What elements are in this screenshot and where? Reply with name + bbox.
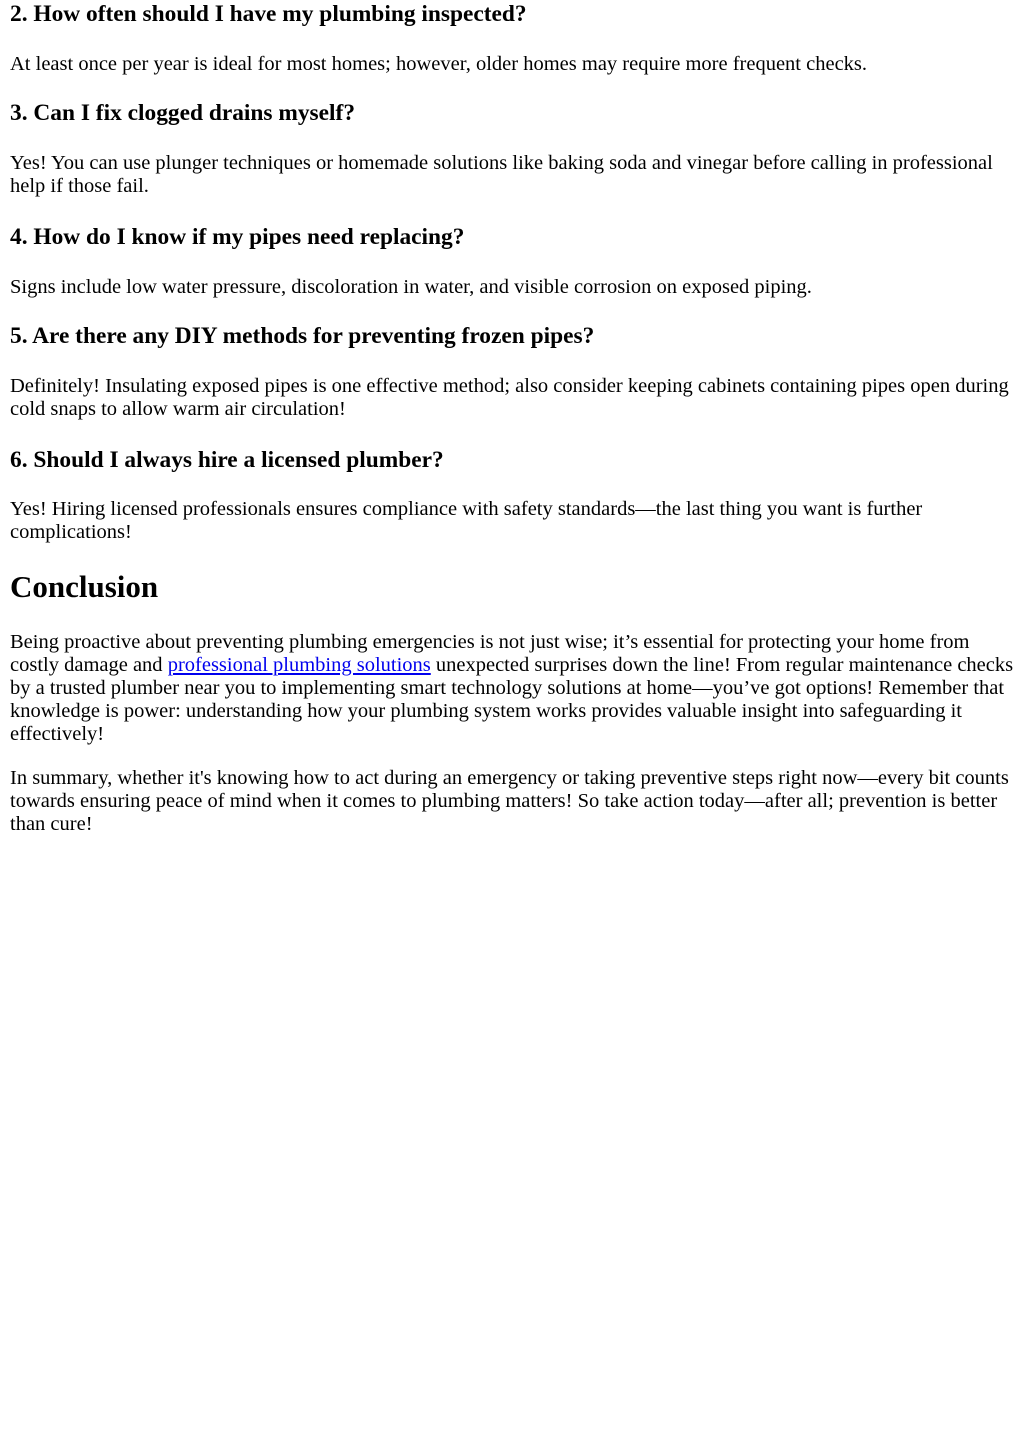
faq-question-4: 4. How do I know if my pipes need replacing? [10,224,465,250]
conclusion-heading: Conclusion [10,569,159,604]
faq-question-2: 2. How often should I have my plumbing inspected? [10,1,527,27]
faq-answer-6: Yes! Hiring licensed professionals ensures compliance with safety standards—the last thing you want is further complications! [10,498,923,543]
faq-answer-2: At least once per year is ideal for most homes; however, older homes may require more frequent checks. [10,53,868,75]
professional-plumbing-solutions-link[interactable]: professional plumbing solutions [167,654,431,676]
faq-answer-3: Yes! You can use plunger techniques or homemade solutions like baking soda and vinegar before calling in professional help if those fail. [10,152,993,197]
faq-answer-5: Definitely! Insulating exposed pipes is one effective method; also consider keeping cabinets containing pipes open during cold snaps to allow warm air circulation! [10,375,1009,420]
conclusion-p1-text-before: Being proactive about preventing plumbing emergencies is not just wise; it’s essential for protecting your home from costly damage and [10,631,970,676]
faq-answer-4: Signs include low water pressure, discoloration in water, and visible corrosion on exposed piping. [10,276,812,298]
faq-question-5: 5. Are there any DIY methods for preventing frozen pipes? [10,323,595,349]
faq-question-6: 6. Should I always hire a licensed plumber? [10,447,444,473]
conclusion-p1-text-after: unexpected surprises down the line! From regular maintenance checks by a trusted plumber near you to implementing smart technology solutions at home—you’ve got options! Remember that knowledge is power: understanding how your plumbing system works provides valuable insight into safeguarding it effectively! [10,654,1014,745]
faq-question-3: 3. Can I fix clogged drains myself? [10,100,356,126]
conclusion-paragraph-1 [10,631,1014,746]
conclusion-paragraph-2: In summary, whether it's knowing how to act during an emergency or taking preventive steps right now—every bit counts towards ensuring peace of mind when it comes to plumbing matters! So take action today—after all; prevention is better than cure! [10,767,1009,835]
